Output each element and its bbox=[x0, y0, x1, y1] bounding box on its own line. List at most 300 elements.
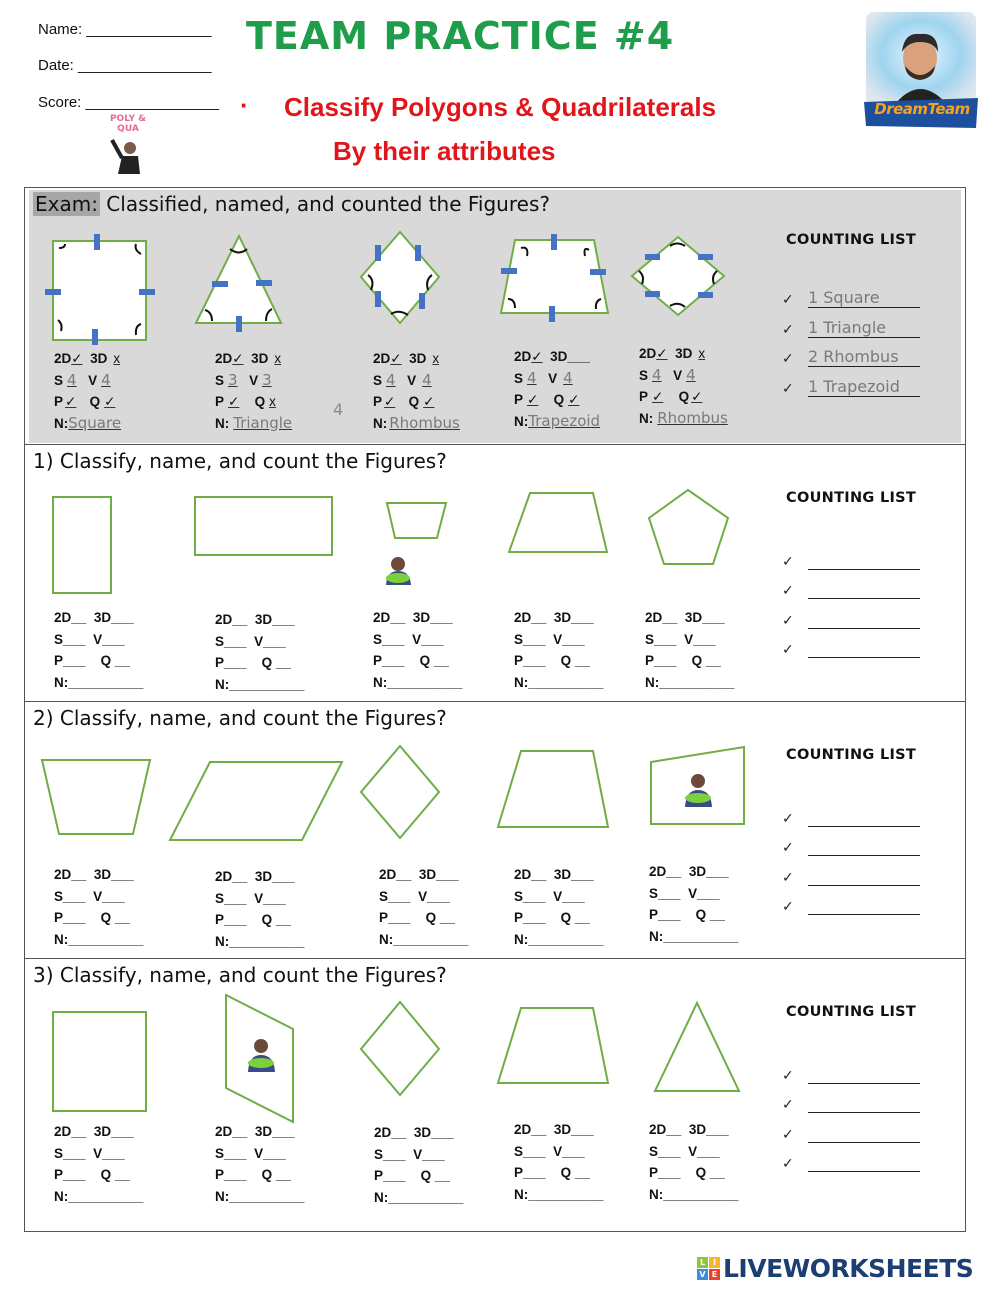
blank-v[interactable]: ___ bbox=[422, 1146, 445, 1162]
blank-s[interactable]: ___ bbox=[658, 1143, 681, 1159]
blank-s[interactable]: ___ bbox=[63, 631, 86, 647]
blank-2d[interactable]: __ bbox=[232, 1124, 248, 1139]
attrs-block bbox=[514, 607, 603, 693]
label-s: S bbox=[54, 1145, 64, 1161]
label-n: N: bbox=[215, 1188, 230, 1204]
subtitle-line-1: Classify Polygons & Quadrilaterals bbox=[284, 92, 717, 122]
blank-v[interactable]: ___ bbox=[263, 633, 286, 649]
blank-2d[interactable]: __ bbox=[71, 610, 87, 625]
blank-2d[interactable]: __ bbox=[390, 610, 406, 625]
blank-2d[interactable]: __ bbox=[71, 1124, 87, 1139]
blank-3d[interactable]: ___ bbox=[436, 867, 459, 882]
blank-q[interactable]: __ bbox=[275, 912, 291, 927]
blank-p[interactable]: ___ bbox=[658, 907, 681, 922]
counting-list-item bbox=[782, 1093, 920, 1113]
blank-v[interactable]: ___ bbox=[562, 1143, 585, 1159]
check-icon: ✓ bbox=[782, 899, 794, 915]
label-p: P bbox=[54, 1167, 64, 1182]
blank-v[interactable]: ___ bbox=[102, 1145, 125, 1161]
figure-triangle bbox=[655, 1003, 739, 1091]
blank-q[interactable]: __ bbox=[439, 910, 455, 925]
label-q: Q bbox=[100, 910, 112, 925]
counting-list-item bbox=[782, 866, 920, 886]
answer-2d[interactable]: ✓ bbox=[531, 349, 543, 364]
check-icon: ✓ bbox=[782, 1127, 794, 1143]
answer-q[interactable]: ✓ bbox=[104, 394, 116, 409]
attrs-block bbox=[645, 607, 734, 693]
exam-section bbox=[24, 187, 966, 446]
label-3d: 3D bbox=[553, 610, 572, 625]
counting-list-entry[interactable] bbox=[808, 866, 920, 886]
blank-3d[interactable]: ___ bbox=[571, 867, 594, 882]
blank-p[interactable]: ___ bbox=[388, 910, 411, 925]
attrs-block bbox=[215, 1121, 304, 1207]
answer-2d[interactable]: ✓ bbox=[390, 351, 402, 366]
blank-q[interactable]: __ bbox=[709, 1165, 725, 1180]
counting-list-item bbox=[782, 638, 920, 658]
counting-list-item bbox=[782, 347, 920, 367]
attrs-block bbox=[54, 1121, 143, 1207]
blank-p[interactable]: ___ bbox=[224, 1167, 247, 1182]
figure-parallelogram bbox=[170, 762, 342, 840]
counting-list-item bbox=[782, 1152, 920, 1172]
check-icon: ✓ bbox=[782, 292, 794, 308]
label-s: S bbox=[374, 1146, 384, 1162]
liveworksheets-brand: LIVEWORKSHEETS bbox=[723, 1254, 974, 1283]
blank-p[interactable]: ___ bbox=[523, 1165, 546, 1180]
answer-q[interactable]: ✓ bbox=[568, 392, 580, 407]
figure-rhombus bbox=[361, 1002, 439, 1095]
attrs-block bbox=[514, 1119, 603, 1205]
label-n: N: bbox=[639, 410, 654, 426]
figure-trapezoid bbox=[509, 493, 607, 552]
counting-list-item bbox=[782, 377, 920, 397]
blank-v[interactable]: ___ bbox=[562, 631, 585, 647]
blank-n[interactable]: __________ bbox=[528, 931, 604, 947]
blank-3d[interactable]: ___ bbox=[567, 349, 590, 364]
label-2d: 2D bbox=[215, 1124, 233, 1139]
exam-attrs-5 bbox=[639, 343, 732, 429]
blank-3d[interactable]: ___ bbox=[272, 612, 295, 627]
answer-s[interactable]: 4 bbox=[67, 370, 77, 389]
blank-s[interactable]: ___ bbox=[388, 888, 411, 904]
blank-q[interactable]: __ bbox=[275, 655, 291, 670]
check-icon: ✓ bbox=[782, 870, 794, 886]
answer-s[interactable]: 4 bbox=[386, 370, 396, 389]
blank-3d[interactable]: ___ bbox=[706, 864, 729, 879]
answer-2d[interactable]: ✓ bbox=[656, 346, 668, 361]
label-2d: 2D bbox=[374, 1125, 392, 1140]
counting-list-entry[interactable] bbox=[808, 1123, 920, 1143]
label-2d: 2D bbox=[645, 610, 663, 625]
blank-p[interactable]: ___ bbox=[658, 1165, 681, 1180]
page-title: TEAM PRACTICE #4 bbox=[246, 14, 675, 58]
blank-2d[interactable]: __ bbox=[396, 867, 412, 882]
blank-3d[interactable]: ___ bbox=[272, 1124, 295, 1139]
blank-v[interactable]: ___ bbox=[263, 890, 286, 906]
exam-figure-square bbox=[45, 234, 155, 345]
blank-s[interactable]: ___ bbox=[523, 888, 546, 904]
blank-q[interactable]: __ bbox=[275, 1167, 291, 1182]
blank-n[interactable]: __________ bbox=[68, 931, 144, 947]
blank-s[interactable]: ___ bbox=[658, 885, 681, 901]
label-s: S bbox=[645, 631, 655, 647]
blank-s[interactable]: ___ bbox=[383, 1146, 406, 1162]
label-p: P bbox=[373, 394, 383, 409]
exam-figure-rhombus-wide bbox=[632, 237, 724, 315]
counting-list-entry[interactable] bbox=[808, 1064, 920, 1084]
blank-n[interactable]: __________ bbox=[393, 931, 469, 947]
label-n: N: bbox=[374, 1189, 389, 1205]
answer-q[interactable]: x bbox=[269, 394, 276, 409]
counting-list-entry[interactable] bbox=[808, 550, 920, 570]
blank-q[interactable]: __ bbox=[114, 1167, 130, 1182]
label-p: P bbox=[514, 1165, 524, 1180]
blank-n[interactable]: __________ bbox=[528, 1186, 604, 1202]
answer-s[interactable]: 3 bbox=[228, 370, 238, 389]
answer-name[interactable]: Square bbox=[68, 413, 122, 432]
label-3d: 3D bbox=[254, 1124, 273, 1139]
label-p: P bbox=[215, 655, 225, 670]
blank-3d[interactable]: ___ bbox=[272, 869, 295, 884]
blank-s[interactable]: ___ bbox=[224, 1145, 247, 1161]
blank-p[interactable]: ___ bbox=[224, 912, 247, 927]
counting-list-item bbox=[782, 1123, 920, 1143]
label-2d: 2D bbox=[639, 346, 657, 361]
attrs-block bbox=[54, 864, 143, 950]
label-n: N: bbox=[514, 1186, 529, 1202]
label-v: V bbox=[553, 1143, 563, 1159]
label-q: Q bbox=[420, 1168, 432, 1183]
label-v: V bbox=[88, 372, 98, 388]
liveworksheets-logo[interactable] bbox=[697, 1254, 973, 1283]
subtitle-bullet: · bbox=[240, 90, 249, 120]
answer-2d[interactable]: ✓ bbox=[232, 351, 244, 366]
name-field[interactable]: Name: _______________ bbox=[38, 21, 212, 38]
label-p: P bbox=[514, 910, 524, 925]
live-blocks-icon bbox=[697, 1257, 720, 1280]
blank-n[interactable]: __________ bbox=[387, 674, 463, 690]
blank-2d[interactable]: __ bbox=[531, 610, 547, 625]
answer-v[interactable]: 4 bbox=[563, 368, 573, 387]
counting-list-entry[interactable]: 2 Rhombus bbox=[808, 347, 920, 367]
blank-q[interactable]: __ bbox=[434, 1168, 450, 1183]
label-q: Q bbox=[408, 394, 420, 409]
check-icon: ✓ bbox=[782, 613, 794, 629]
blank-n[interactable]: __________ bbox=[659, 674, 735, 690]
label-p: P bbox=[645, 653, 655, 668]
exam-attrs-3 bbox=[373, 348, 462, 434]
blank-v[interactable]: ___ bbox=[421, 631, 444, 647]
counting-list-entry[interactable]: 1 Square bbox=[808, 288, 920, 308]
label-3d: 3D bbox=[684, 610, 703, 625]
blank-v[interactable]: ___ bbox=[427, 888, 450, 904]
answer-2d[interactable]: ✓ bbox=[71, 351, 83, 366]
section-title: 2) Classify, name, and count the Figures? bbox=[33, 706, 447, 730]
blank-s[interactable]: ___ bbox=[224, 890, 247, 906]
check-icon: ✓ bbox=[782, 554, 794, 570]
blank-2d[interactable]: __ bbox=[232, 612, 248, 627]
blank-v[interactable]: ___ bbox=[102, 888, 125, 904]
answer-v[interactable]: 3 bbox=[262, 370, 272, 389]
label-v: V bbox=[418, 888, 428, 904]
label-s: S bbox=[373, 631, 383, 647]
label-n: N: bbox=[215, 933, 230, 949]
blank-q[interactable]: __ bbox=[114, 653, 130, 668]
label-q: Q bbox=[553, 392, 565, 407]
label-s: S bbox=[215, 372, 225, 388]
blank-p[interactable]: ___ bbox=[383, 1168, 406, 1183]
blank-q[interactable]: __ bbox=[705, 653, 721, 668]
answer-p[interactable]: ✓ bbox=[527, 392, 539, 407]
blank-s[interactable]: ___ bbox=[63, 888, 86, 904]
answer-v[interactable]: 4 bbox=[422, 370, 432, 389]
label-v: V bbox=[93, 631, 103, 647]
blank-2d[interactable]: __ bbox=[531, 1122, 547, 1137]
answer-name[interactable]: Trapezoid bbox=[528, 411, 601, 430]
answer-name[interactable]: Rhombus bbox=[657, 408, 728, 427]
label-q: Q bbox=[261, 912, 273, 927]
blank-v[interactable]: ___ bbox=[697, 1143, 720, 1159]
blank-2d[interactable]: __ bbox=[232, 869, 248, 884]
counting-list-entry[interactable] bbox=[808, 1152, 920, 1172]
blank-n[interactable]: __________ bbox=[229, 933, 305, 949]
exam-figures bbox=[25, 188, 965, 443]
answer-p[interactable]: ✓ bbox=[228, 394, 240, 409]
check-icon: ✓ bbox=[782, 1156, 794, 1172]
label-3d: 3D bbox=[93, 1124, 112, 1139]
blank-n[interactable]: __________ bbox=[663, 928, 739, 944]
counting-list-item bbox=[782, 1064, 920, 1084]
label-2d: 2D bbox=[215, 612, 233, 627]
attrs-block bbox=[54, 607, 143, 693]
blank-v[interactable]: ___ bbox=[263, 1145, 286, 1161]
dancing-avatar-icon bbox=[100, 134, 156, 176]
blank-2d[interactable]: __ bbox=[662, 610, 678, 625]
answer-v[interactable]: 4 bbox=[101, 370, 111, 389]
live-block-v: V bbox=[697, 1269, 708, 1280]
blank-n[interactable]: __________ bbox=[229, 676, 305, 692]
label-n: N: bbox=[514, 413, 529, 429]
blank-2d[interactable]: __ bbox=[531, 867, 547, 882]
label-s: S bbox=[215, 1145, 225, 1161]
attrs-block bbox=[215, 866, 304, 952]
blank-3d[interactable]: ___ bbox=[702, 610, 725, 625]
label-3d: 3D bbox=[409, 351, 427, 366]
label-n: N: bbox=[54, 674, 69, 690]
answer-name[interactable]: Triangle bbox=[233, 413, 293, 432]
subtitle-line-2: By their attributes bbox=[333, 136, 556, 166]
date-field[interactable]: Date: ________________ bbox=[38, 57, 212, 74]
label-q: Q bbox=[419, 653, 431, 668]
attrs-block bbox=[649, 1119, 738, 1205]
blank-v[interactable]: ___ bbox=[102, 631, 125, 647]
blank-p[interactable]: ___ bbox=[63, 1167, 86, 1182]
check-icon: ✓ bbox=[782, 381, 794, 397]
blank-3d[interactable]: ___ bbox=[571, 1122, 594, 1137]
blank-s[interactable]: ___ bbox=[654, 631, 677, 647]
label-3d: 3D bbox=[418, 867, 437, 882]
blank-s[interactable]: ___ bbox=[382, 631, 405, 647]
label-2d: 2D bbox=[373, 610, 391, 625]
answer-v[interactable]: 4 bbox=[686, 365, 696, 384]
answer-p[interactable]: ✓ bbox=[384, 394, 396, 409]
check-icon: ✓ bbox=[782, 811, 794, 827]
counting-list-item bbox=[782, 609, 920, 629]
answer-q[interactable]: ✓ bbox=[423, 394, 435, 409]
label-n: N: bbox=[373, 415, 388, 431]
blank-p[interactable]: ___ bbox=[63, 910, 86, 925]
answer-3d[interactable]: x bbox=[113, 351, 121, 366]
blank-p[interactable]: ___ bbox=[523, 653, 546, 668]
label-q: Q bbox=[89, 394, 101, 409]
figure-trapezoid bbox=[498, 1008, 608, 1083]
blank-n[interactable]: __________ bbox=[388, 1189, 464, 1205]
label-n: N: bbox=[379, 931, 394, 947]
blank-s[interactable]: ___ bbox=[523, 631, 546, 647]
blank-2d[interactable]: __ bbox=[71, 867, 87, 882]
stray-number: 4 bbox=[333, 400, 344, 419]
counting-list-item bbox=[782, 895, 920, 915]
label-v: V bbox=[412, 631, 422, 647]
blank-v[interactable]: ___ bbox=[693, 631, 716, 647]
blank-v[interactable]: ___ bbox=[697, 885, 720, 901]
label-v: V bbox=[688, 885, 698, 901]
answer-3d[interactable]: x bbox=[432, 351, 440, 366]
label-s: S bbox=[514, 631, 524, 647]
label-2d: 2D bbox=[514, 610, 532, 625]
blank-s[interactable]: ___ bbox=[224, 633, 247, 649]
figure-trapezoid bbox=[498, 751, 608, 827]
label-3d: 3D bbox=[254, 869, 273, 884]
label-q: Q bbox=[678, 389, 690, 404]
label-v: V bbox=[254, 1145, 264, 1161]
answer-s[interactable]: 4 bbox=[652, 365, 662, 384]
counting-list-entry[interactable] bbox=[808, 1093, 920, 1113]
answer-name[interactable]: Rhombus bbox=[389, 413, 460, 432]
blank-n[interactable]: __________ bbox=[229, 1188, 305, 1204]
label-s: S bbox=[54, 631, 64, 647]
blank-2d[interactable]: __ bbox=[391, 1125, 407, 1140]
figure-trapezoid-inverted bbox=[42, 760, 150, 834]
blank-p[interactable]: ___ bbox=[382, 653, 405, 668]
thinking-avatar-icon bbox=[248, 1039, 275, 1072]
blank-s[interactable]: ___ bbox=[63, 1145, 86, 1161]
blank-2d[interactable]: __ bbox=[666, 864, 682, 879]
blank-3d[interactable]: ___ bbox=[430, 610, 453, 625]
counting-list-entry[interactable] bbox=[808, 807, 920, 827]
blank-n[interactable]: __________ bbox=[663, 1186, 739, 1202]
attrs-block bbox=[379, 864, 468, 950]
thinking-avatar-icon bbox=[685, 774, 712, 807]
counting-list-title: COUNTING LIST bbox=[786, 490, 917, 506]
label-3d: 3D bbox=[553, 1122, 572, 1137]
live-block-i: I bbox=[709, 1257, 720, 1268]
blank-q[interactable]: __ bbox=[114, 910, 130, 925]
label-3d: 3D bbox=[675, 346, 693, 361]
blank-n[interactable]: __________ bbox=[528, 674, 604, 690]
blank-p[interactable]: ___ bbox=[63, 653, 86, 668]
blank-p[interactable]: ___ bbox=[654, 653, 677, 668]
blank-n[interactable]: __________ bbox=[68, 1188, 144, 1204]
blank-q[interactable]: __ bbox=[574, 1165, 590, 1180]
counting-list-item bbox=[782, 807, 920, 827]
label-n: N: bbox=[54, 415, 69, 431]
check-icon: ✓ bbox=[782, 351, 794, 367]
label-3d: 3D bbox=[251, 351, 269, 366]
attrs-block bbox=[215, 609, 304, 695]
blank-3d[interactable]: ___ bbox=[706, 1122, 729, 1137]
score-field[interactable]: Score: ________________ bbox=[38, 94, 219, 111]
counting-list-entry[interactable]: 1 Trapezoid bbox=[808, 377, 920, 397]
label-2d: 2D bbox=[373, 351, 391, 366]
label-2d: 2D bbox=[54, 867, 72, 882]
blank-p[interactable]: ___ bbox=[523, 910, 546, 925]
answer-s[interactable]: 4 bbox=[527, 368, 537, 387]
label-n: N: bbox=[54, 1188, 69, 1204]
figure-square bbox=[53, 1012, 146, 1111]
blank-3d[interactable]: ___ bbox=[111, 1124, 134, 1139]
label-2d: 2D bbox=[54, 610, 72, 625]
label-3d: 3D bbox=[688, 864, 707, 879]
counting-list-entry[interactable] bbox=[808, 895, 920, 915]
label-p: P bbox=[373, 653, 383, 668]
answer-3d[interactable]: x bbox=[698, 346, 706, 361]
label-n: N: bbox=[514, 931, 529, 947]
counting-list-entry[interactable] bbox=[808, 579, 920, 599]
label-p: P bbox=[215, 394, 225, 409]
counting-list-entry[interactable] bbox=[808, 638, 920, 658]
blank-n[interactable]: __________ bbox=[68, 674, 144, 690]
blank-s[interactable]: ___ bbox=[523, 1143, 546, 1159]
counting-list-entry[interactable] bbox=[808, 836, 920, 856]
label-v: V bbox=[249, 372, 259, 388]
exam-figure-rhombus bbox=[361, 232, 439, 323]
answer-q[interactable]: ✓ bbox=[691, 389, 703, 404]
blank-q[interactable]: __ bbox=[574, 910, 590, 925]
blank-p[interactable]: ___ bbox=[224, 655, 247, 670]
blank-3d[interactable]: ___ bbox=[431, 1125, 454, 1140]
counting-list-entry[interactable] bbox=[808, 609, 920, 629]
answer-3d[interactable]: x bbox=[274, 351, 282, 366]
blank-3d[interactable]: ___ bbox=[571, 610, 594, 625]
blank-3d[interactable]: ___ bbox=[111, 610, 134, 625]
blank-v[interactable]: ___ bbox=[562, 888, 585, 904]
check-icon: ✓ bbox=[782, 1068, 794, 1084]
label-s: S bbox=[379, 888, 389, 904]
label-2d: 2D bbox=[54, 351, 72, 366]
label-p: P bbox=[374, 1168, 384, 1183]
label-q: Q bbox=[100, 1167, 112, 1182]
answer-p[interactable]: ✓ bbox=[65, 394, 77, 409]
attrs-block bbox=[373, 607, 462, 693]
counting-list-entry[interactable]: 1 Triangle bbox=[808, 318, 920, 338]
blank-2d[interactable]: __ bbox=[666, 1122, 682, 1137]
blank-q[interactable]: __ bbox=[433, 653, 449, 668]
section-2-figures bbox=[25, 702, 965, 957]
label-q: Q bbox=[691, 653, 703, 668]
label-3d: 3D bbox=[553, 867, 572, 882]
blank-q[interactable]: __ bbox=[709, 907, 725, 922]
blank-3d[interactable]: ___ bbox=[111, 867, 134, 882]
label-s: S bbox=[639, 367, 649, 383]
label-n: N: bbox=[649, 1186, 664, 1202]
section-1 bbox=[24, 444, 966, 703]
blank-q[interactable]: __ bbox=[574, 653, 590, 668]
dreamteam-logo bbox=[862, 10, 980, 128]
label-q: Q bbox=[254, 394, 266, 409]
answer-p[interactable]: ✓ bbox=[652, 389, 664, 404]
